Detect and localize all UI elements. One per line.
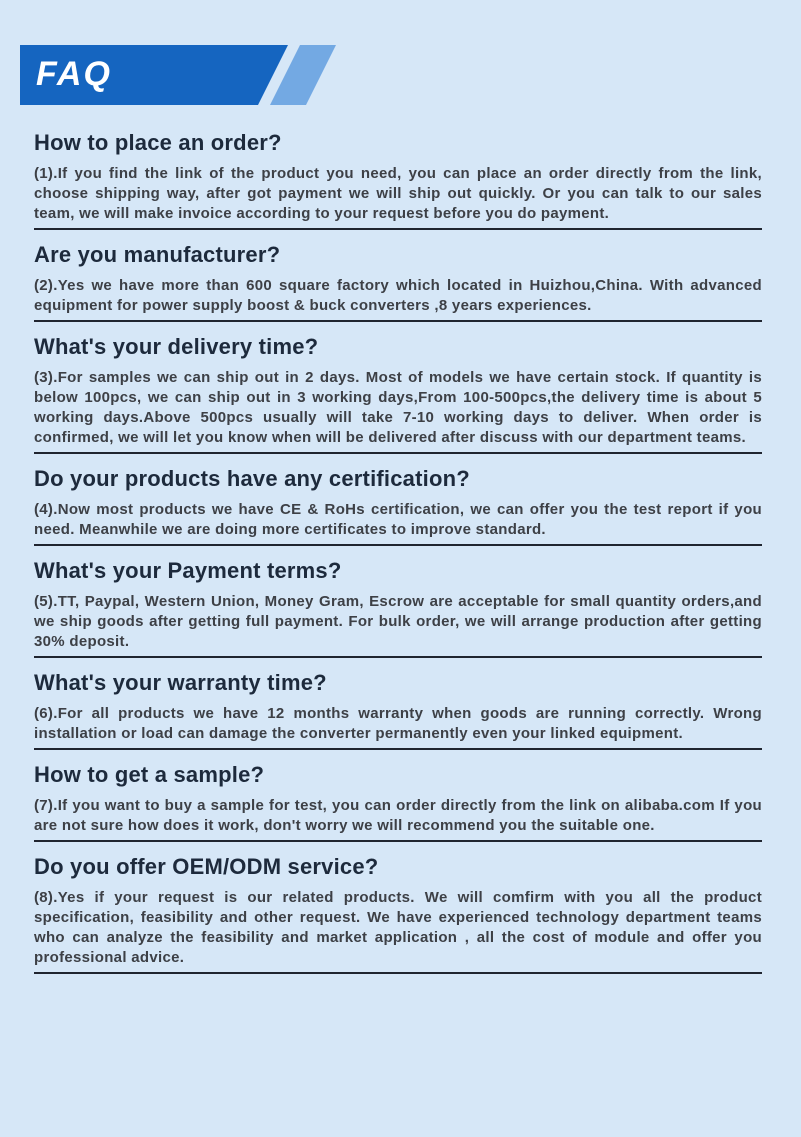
faq-question: How to get a sample?	[34, 762, 265, 787]
faq-question: Are you manufacturer?	[34, 242, 281, 267]
faq-answer: (2).Yes we have more than 600 square factory which located in Huizhou,China. With advanced equipment for power supply boost & buck converters ,8 years experiences.	[34, 277, 762, 314]
faq-answer: (8).Yes if your request is our related products. We will comfirm with you all the product specification, feasibility and other request. We have experienced technology department teams who can analyze the feasibility and market application , all the cost of module and offer you professional advice.	[34, 889, 762, 966]
faq-answer: (4).Now most products we have CE & RoHs certification, we can offer you the test report if you need. Meanwhile we are doing more certificates to improve standard.	[34, 501, 762, 538]
faq-question: Do you offer OEM/ODM service?	[34, 854, 379, 879]
faq-answer: (7).If you want to buy a sample for test, you can order directly from the link on alibaba.com If you are not sure how does it work, don't worry we will recommend you the suitable one.	[34, 797, 762, 834]
faq-item-certification	[34, 464, 762, 546]
faq-answer: (1).If you find the link of the product you need, you can place an order directly from the link, choose shipping way, after got payment we will ship out quickly. Or you can talk to our sales team, we will make invoice according to your request before you do payment.	[34, 165, 762, 222]
faq-item-sample	[34, 760, 762, 842]
faq-item-place-order	[34, 128, 762, 230]
faq-question: How to place an order?	[34, 130, 282, 155]
faq-question: What's your warranty time?	[34, 670, 327, 695]
faq-item-delivery-time	[34, 332, 762, 454]
faq-list	[34, 128, 762, 984]
page-title: FAQ	[36, 55, 112, 93]
faq-answer: (3).For samples we can ship out in 2 days. Most of models we have certain stock. If quantity is below 100pcs, we can ship out in 3 working days,From 100-500pcs,the delivery time is about 5 working days.Above 500pcs usually will take 7-10 working days to deliver. When order is confirmed, we will let you know when will be delivered after discuss with our department teams.	[34, 369, 762, 446]
faq-answer: (6).For all products we have 12 months warranty when goods are running correctly. Wrong installation or load can damage the converter permanently even your linked equipment.	[34, 705, 762, 742]
faq-item-oem-odm	[34, 852, 762, 974]
faq-question: What's your delivery time?	[34, 334, 319, 359]
faq-question: What's your Payment terms?	[34, 558, 342, 583]
faq-question: Do your products have any certification?	[34, 466, 470, 491]
faq-item-warranty-time	[34, 668, 762, 750]
faq-banner	[20, 45, 340, 105]
faq-item-manufacturer	[34, 240, 762, 322]
faq-answer: (5).TT, Paypal, Western Union, Money Gram, Escrow are acceptable for small quantity orders,and we ship goods after getting full payment. For bulk order, we will arrange production after getting 30% deposit.	[34, 593, 762, 650]
faq-item-payment-terms	[34, 556, 762, 658]
